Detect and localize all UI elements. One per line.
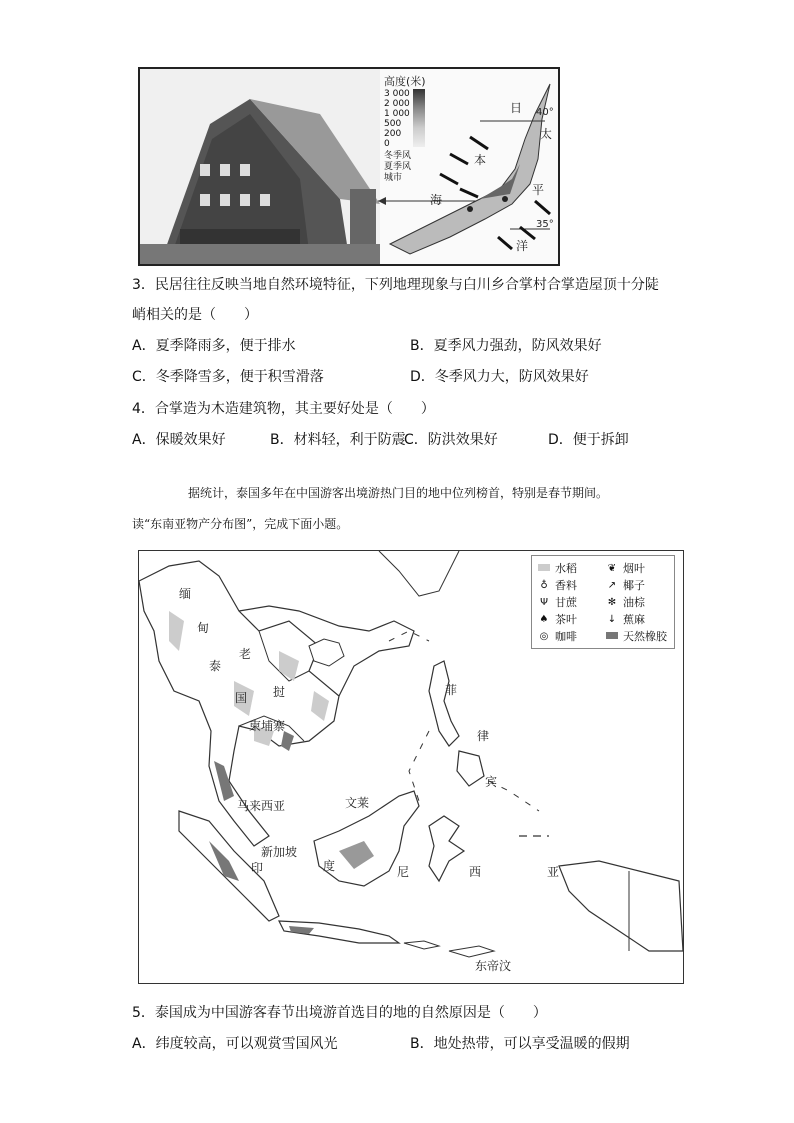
- question-4-option-d[interactable]: D．便于拆卸: [548, 432, 629, 448]
- question-4-option-b[interactable]: B．材料轻，利于防震: [270, 432, 406, 448]
- legend-coffee: 咖啡: [555, 630, 577, 643]
- legend-sugarcane: 甘蔗: [555, 596, 577, 609]
- label-laos-2: 挝: [273, 685, 286, 699]
- label-philippines-2: 律: [477, 729, 490, 743]
- figure-japan-gassho: [138, 67, 560, 266]
- question-5-option-b[interactable]: B．地处热带，可以享受温暖的假期: [410, 1036, 630, 1052]
- gassho-house-photo: [140, 69, 558, 264]
- elevation-legend-title: 高度(米): [384, 75, 426, 88]
- legend-tobacco: 烟叶: [623, 562, 645, 575]
- label-east-timor: 东帝汶: [475, 959, 512, 973]
- map-label-ri: 日: [510, 101, 523, 115]
- sugarcane-icon: Ψ: [540, 596, 548, 608]
- elevation-level: 3 000: [384, 89, 410, 99]
- label-indonesia-3: 尼: [397, 865, 410, 879]
- question-3-stem-line1: 3．民居往往反映当地自然环境特征，下列地理现象与白川乡合掌村合掌造屋顶十分陡: [132, 277, 659, 293]
- label-indonesia-1: 印: [251, 861, 264, 875]
- tea-icon: ♠: [539, 613, 549, 625]
- intro-line2: 读“东南亚物产分布图”，完成下面小题。: [132, 517, 349, 531]
- products-legend: [531, 555, 675, 649]
- figure-southeast-asia-products-map: [138, 550, 684, 984]
- legend-abaca: 蕉麻: [623, 613, 645, 626]
- label-laos-1: 老: [239, 647, 252, 661]
- intro-line1: 据统计，泰国多年在中国游客出境游热门目的地中位列榜首，特别是春节期间。: [188, 486, 609, 500]
- city-key: 城市: [384, 173, 403, 183]
- winter-monsoon-key: 冬季风: [384, 151, 412, 161]
- question-4-option-a[interactable]: A．保暖效果好: [132, 432, 226, 448]
- rice-swatch: [536, 563, 552, 574]
- question-5-stem: 5．泰国成为中国游客春节出境游首选目的地的自然原因是（ ）: [132, 1005, 547, 1021]
- spice-icon: ♁: [540, 579, 548, 591]
- label-indonesia-5: 亚: [547, 865, 560, 879]
- coffee-icon: ◎: [539, 630, 549, 642]
- latitude-35-label: 35°: [536, 219, 554, 230]
- legend-rice: 水稻: [555, 562, 577, 575]
- question-4-option-c[interactable]: C．防洪效果好: [404, 432, 498, 448]
- elevation-level: 2 000: [384, 99, 410, 109]
- question-3-option-a[interactable]: A．夏季降雨多，便于排水: [132, 338, 296, 354]
- label-brunei: 文莱: [345, 796, 370, 810]
- question-5-option-a[interactable]: A．纬度较高，可以观赏雪国风光: [132, 1036, 338, 1052]
- elevation-level: 1 000: [384, 109, 410, 119]
- legend-oil-palm: 油棕: [623, 596, 645, 609]
- label-thailand-1: 泰: [209, 659, 222, 673]
- rubber-swatch: [604, 631, 620, 642]
- label-thailand-2: 国: [235, 691, 248, 705]
- legend-coconut: 椰子: [623, 579, 645, 592]
- tobacco-icon: ❦: [607, 562, 617, 574]
- elevation-level: 500: [384, 119, 402, 129]
- map-label-ben: 本: [474, 153, 487, 167]
- label-indonesia-2: 度: [323, 859, 336, 873]
- label-singapore: 新加坡: [261, 845, 298, 859]
- map-label-hai: 海: [430, 193, 443, 207]
- label-cambodia: 柬埔寨: [249, 719, 286, 733]
- label-indonesia-4: 西: [469, 865, 482, 879]
- label-philippines-3: 宾: [485, 775, 498, 789]
- question-3-option-c[interactable]: C．冬季降雪多，便于积雪滑落: [132, 369, 324, 385]
- coconut-icon: ↗: [607, 579, 617, 591]
- elevation-legend: [384, 73, 444, 184]
- map-label-ping: 平: [532, 183, 545, 197]
- question-3-option-b[interactable]: B．夏季风力强劲，防风效果好: [410, 338, 602, 354]
- map-label-yang: 洋: [516, 239, 529, 253]
- question-3-stem-line2: 峭相关的是（ ）: [132, 307, 258, 323]
- legend-rubber: 天然橡胶: [623, 630, 667, 643]
- elevation-color-bar: [413, 89, 425, 147]
- elevation-level: 0: [384, 139, 390, 149]
- oil-palm-icon: ✻: [607, 596, 617, 608]
- label-philippines-1: 菲: [445, 683, 458, 697]
- label-burma-1: 缅: [179, 587, 192, 601]
- label-malaysia: 马来西亚: [237, 799, 286, 813]
- label-burma-2: 甸: [197, 621, 210, 635]
- latitude-40-label: 40°: [536, 107, 554, 118]
- legend-tea: 茶叶: [555, 613, 577, 626]
- legend-spice: 香料: [555, 579, 577, 592]
- map-label-tai: 太: [540, 127, 553, 141]
- elevation-level: 200: [384, 129, 402, 139]
- question-3-option-d[interactable]: D．冬季风力大，防风效果好: [410, 369, 589, 385]
- summer-monsoon-key: 夏季风: [384, 162, 412, 172]
- abaca-icon: ↓: [607, 613, 617, 625]
- question-4-stem: 4．合掌造为木造建筑物，其主要好处是（ ）: [132, 401, 435, 417]
